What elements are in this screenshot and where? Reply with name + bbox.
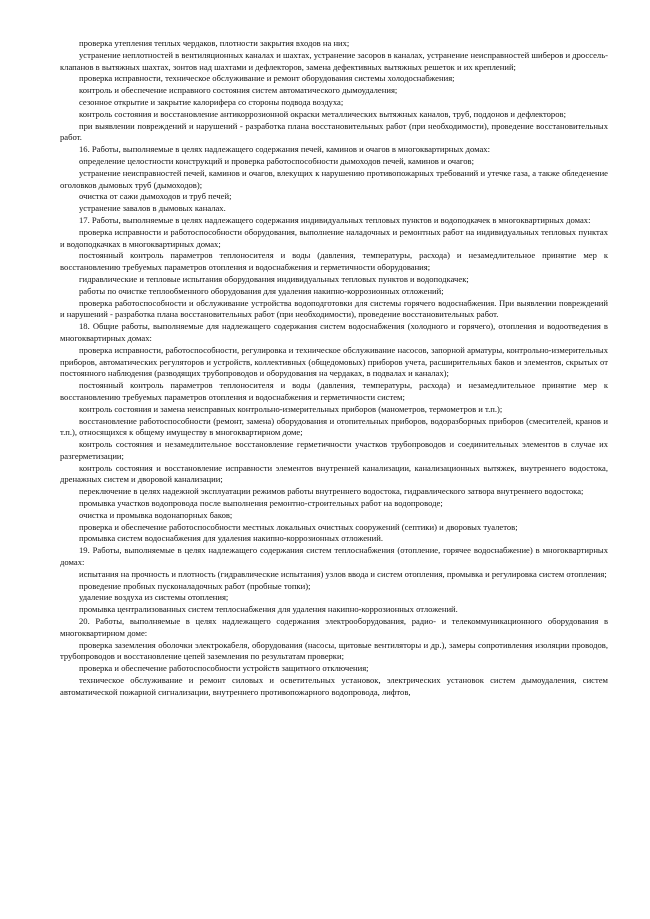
paragraph: постоянный контроль параметров теплоносителя и воды (давления, температуры, расхода) и незамедлительное принятие мер к восстановлению требуемых параметров отопления и водоснабжения и герметичности систем; bbox=[60, 380, 608, 402]
paragraph: проверка заземления оболочки электрокабеля, оборудования (насосы, щитовые вентиляторы и др.), замеры сопротивления изоляции проводов, трубопроводов и восстановление цепей заземления по результатам проверки; bbox=[60, 639, 608, 662]
paragraph: 20. Работы, выполняемые в целях надлежащего содержания электрооборудования, радио- и телекоммуникационного оборудования в многоквартирном доме: bbox=[60, 616, 608, 638]
paragraph: 19. Работы, выполняемые в целях надлежащего содержания систем теплоснабжения (отопление, горячее водоснабжение) в многоквартирных домах: bbox=[60, 545, 608, 568]
paragraph: испытания на прочность и плотность (гидравлические испытания) узлов ввода и систем отопления, промывка и регулировка систем отопления; bbox=[79, 568, 607, 579]
paragraph: промывка систем водоснабжения для удаления накипно-коррозионных отложений. bbox=[79, 533, 383, 544]
paragraph: 17. Работы, выполняемые в целях надлежащего содержания индивидуальных тепловых пунктов и водоподкачек в многоквартирных домах: bbox=[79, 214, 591, 225]
paragraph: 16. Работы, выполняемые в целях надлежащего содержания печей, каминов и очагов в многоквартирных домах: bbox=[79, 144, 490, 155]
paragraph: проведение пробных пусконаладочных работ (пробные топки); bbox=[79, 580, 311, 591]
paragraph: переключение в целях надежной эксплуатации режимов работы внутреннего водостока, гидравлического затвора внутреннего водостока; bbox=[79, 486, 584, 497]
paragraph: постоянный контроль параметров теплоносителя и воды (давления, температуры, расхода) и незамедлительное принятие мер к восстановлению требуемых параметров отопления и водоснабжения и герметичности оборудования; bbox=[60, 250, 608, 273]
paragraph: удаление воздуха из системы отопления; bbox=[79, 592, 229, 603]
paragraph: контроль состояния и восстановление антикоррозионной окраски металлических вытяжных каналов, труб, поддонов и дефлекторов; bbox=[79, 108, 566, 119]
paragraph: промывка централизованных систем теплоснабжения для удаления накипно-коррозионных отложений. bbox=[79, 604, 458, 615]
paragraph: работы по очистке теплообменного оборудования для удаления накипно-коррозионных отложений; bbox=[79, 285, 444, 296]
paragraph: гидравлические и тепловые испытания оборудования индивидуальных тепловых пунктов и водоподкачек; bbox=[79, 273, 469, 284]
paragraph: устранение завалов в дымовых каналах. bbox=[79, 203, 226, 214]
paragraph: проверка и обеспечение работоспособности устройств защитного отключения; bbox=[79, 663, 369, 674]
paragraph: техническое обслуживание и ремонт силовых и осветительных установок, электрических установок систем дымоудаления, систем автоматической пожарной сигнализации, внутреннего противопожарного водопровода, лифтов, bbox=[60, 675, 608, 697]
paragraph: контроль состояния и замена неисправных контрольно-измерительных приборов (манометров, термометров и т.п.); bbox=[79, 403, 503, 414]
paragraph: восстановление работоспособности (ремонт, замена) оборудования и отопительных приборов, водоразборных приборов (смесителей, кранов и т.п.), относящихся к общему имуществу в многоквартирном доме; bbox=[60, 415, 608, 438]
paragraph: контроль и обеспечение исправного состояния систем автоматического дымоудаления; bbox=[79, 85, 398, 96]
paragraph: проверка и обеспечение работоспособности местных локальных очистных сооружений (септики) и дворовых туалетов; bbox=[79, 521, 518, 532]
paragraph: проверка работоспособности и обслуживание устройства водоподготовки для системы горячего водоснабжения. При выявлении повреждений и нарушений - разработка плана восстановительных работ (при необходимости), проведение восстановительных работ. bbox=[60, 297, 608, 320]
paragraph: контроль состояния и восстановление исправности элементов внутренней канализации, канализационных вытяжек, внутреннего водостока, дренажных систем и дворовой канализации; bbox=[60, 462, 608, 485]
paragraph: проверка исправности, работоспособности, регулировка и техническое обслуживание насосов, запорной арматуры, контрольно-измерительных приборов, автоматических регуляторов и устройств, коллективных (общедомовых) приборов учета, расширительных баков и элементов, скрытых от постоянного наблюдения (разводящих трубопроводов и оборудования на чердаках, в подвалах и каналах); bbox=[60, 344, 608, 379]
paragraph: очистка от сажи дымоходов и труб печей; bbox=[79, 191, 232, 202]
paragraph: проверка исправности и работоспособности оборудования, выполнение наладочных и ремонтных работ на индивидуальных тепловых пунктах и водоподкачках в многоквартирных домах; bbox=[60, 226, 608, 249]
paragraph: проверка утепления теплых чердаков, плотности закрытия входов на них; bbox=[79, 38, 350, 48]
paragraph: устранение неисправностей печей, каминов и очагов, влекущих к нарушению противопожарных требований и утечке газа, а также обледенение оголовков дымовых труб (дымоходов); bbox=[60, 167, 608, 190]
paragraph: сезонное открытие и закрытие калорифера со стороны подвода воздуха; bbox=[79, 96, 344, 107]
paragraph: очистка и промывка водонапорных баков; bbox=[79, 509, 233, 520]
paragraph: проверка исправности, техническое обслуживание и ремонт оборудования системы холодоснабжения; bbox=[79, 73, 455, 84]
paragraph: контроль состояния и незамедлительное восстановление герметичности участков трубопроводов и соединительных элементов в случае их разгерметизации; bbox=[60, 439, 608, 461]
paragraph: 18. Общие работы, выполняемые для надлежащего содержания систем водоснабжения (холодного и горячего), отопления и водоотведения в многоквартирных домах: bbox=[60, 321, 608, 343]
paragraph: промывка участков водопровода после выполнения ремонтно-строительных работ на водопроводе; bbox=[79, 498, 443, 509]
paragraph: определение целостности конструкций и проверка работоспособности дымоходов печей, каминов и очагов; bbox=[79, 155, 474, 166]
paragraph: при выявлении повреждений и нарушений - разработка плана восстановительных работ (при необходимости), проведение восстановительных работ. bbox=[60, 120, 608, 143]
paragraph: устранение неплотностей в вентиляционных каналах и шахтах, устранение засоров в каналах, устранение неисправностей шиберов и дроссель-клапанов в вытяжных шахтах, зонтов над шахтами и дефлекторов, замена дефективных вытяжных решеток и их креплений; bbox=[60, 49, 608, 72]
